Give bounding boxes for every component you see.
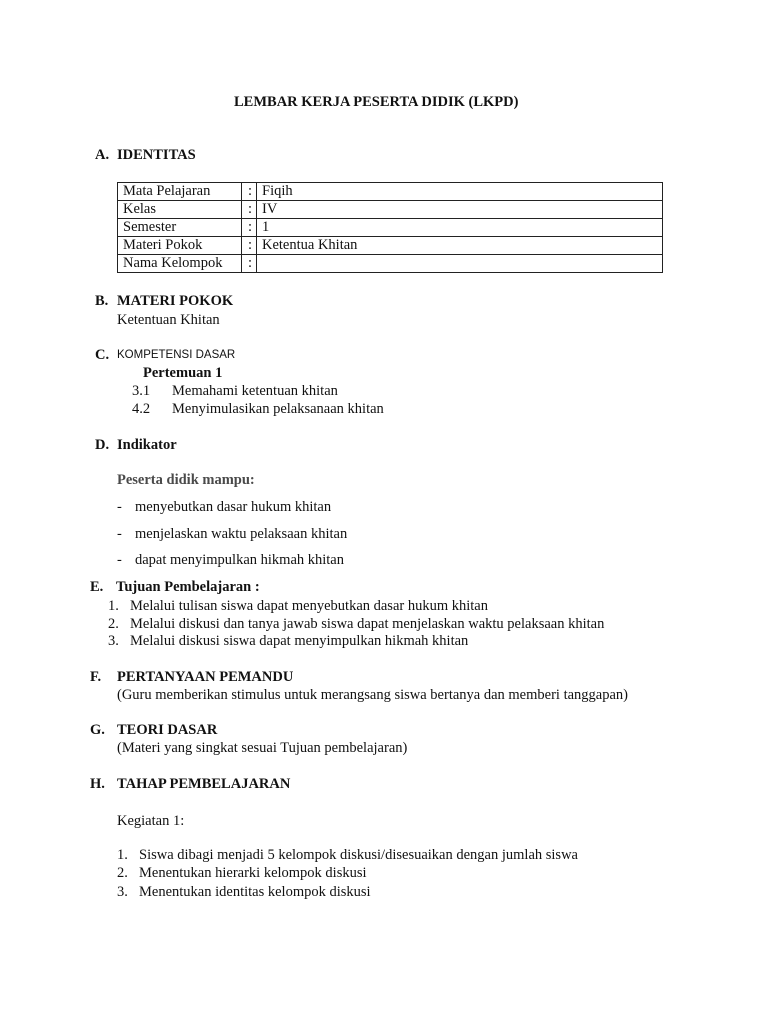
table-cell-separator: :: [242, 183, 257, 201]
table-row: [118, 237, 663, 255]
table-cell-value: Ketentua Khitan: [257, 237, 663, 255]
section-c-heading: KOMPETENSI DASAR: [117, 349, 236, 361]
identity-table: [117, 182, 663, 273]
section-h-heading: TAHAP PEMBELAJARAN: [117, 776, 291, 792]
objective-text: Melalui diskusi dan tanya jawab siswa dapat menjelaskan waktu pelaksaan khitan: [130, 616, 605, 632]
section-c-subheading: Pertemuan 1: [143, 365, 223, 381]
objective-text: Melalui tulisan siswa dapat menyebutkan dasar hukum khitan: [130, 598, 488, 614]
objective-number: 3.: [108, 633, 119, 649]
indicator-item: menyebutkan dasar hukum khitan: [135, 499, 332, 515]
section-f-heading: PERTANYAAN PEMANDU: [117, 669, 294, 685]
bullet-dash: -: [117, 526, 122, 542]
section-b-heading: MATERI POKOK: [117, 293, 234, 309]
indicator-item: menjelaskan waktu pelaksaan khitan: [135, 526, 348, 542]
section-d-letter: D.: [95, 437, 110, 453]
table-cell-value: IV: [257, 201, 663, 219]
competency-number: 4.2: [132, 401, 151, 417]
section-e-letter: E.: [90, 579, 104, 595]
table-row: [118, 219, 663, 237]
section-d-intro: Peserta didik mampu:: [117, 472, 255, 488]
competency-text: Menyimulasikan pelaksanaan khitan: [172, 401, 384, 417]
step-number: 3.: [117, 884, 128, 900]
section-a-heading: IDENTITAS: [117, 147, 196, 163]
section-b-text: Ketentuan Khitan: [117, 312, 220, 328]
indicator-item: dapat menyimpulkan hikmah khitan: [135, 552, 344, 568]
section-c-letter: C.: [95, 347, 110, 363]
section-f-letter: F.: [90, 669, 102, 685]
table-cell-label: Materi Pokok: [118, 237, 242, 255]
objective-number: 1.: [108, 598, 119, 614]
section-h-letter: H.: [90, 776, 105, 792]
competency-text: Memahami ketentuan khitan: [172, 383, 338, 399]
table-cell-separator: :: [242, 237, 257, 255]
step-text: Siswa dibagi menjadi 5 kelompok diskusi/disesuaikan dengan jumlah siswa: [139, 847, 578, 863]
step-text: Menentukan identitas kelompok diskusi: [139, 884, 371, 900]
step-number: 1.: [117, 847, 128, 863]
step-number: 2.: [117, 865, 128, 881]
section-d-heading: Indikator: [117, 437, 177, 453]
bullet-dash: -: [117, 499, 122, 515]
activity-label: Kegiatan 1:: [117, 813, 185, 829]
step-text: Menentukan hierarki kelompok diskusi: [139, 865, 367, 881]
table-cell-label: Mata Pelajaran: [118, 183, 242, 201]
table-cell-label: Kelas: [118, 201, 242, 219]
section-g-text: (Materi yang singkat sesuai Tujuan pembelajaran): [117, 740, 408, 756]
table-cell-value: 1: [257, 219, 663, 237]
table-cell-value: Fiqih: [257, 183, 663, 201]
section-a-letter: A.: [95, 147, 110, 163]
section-b-letter: B.: [95, 293, 109, 309]
table-cell-separator: :: [242, 219, 257, 237]
table-row: [118, 255, 663, 273]
document-title: LEMBAR KERJA PESERTA DIDIK (LKPD): [234, 94, 519, 110]
objective-text: Melalui diskusi siswa dapat menyimpulkan hikmah khitan: [130, 633, 469, 649]
table-row: [118, 201, 663, 219]
section-g-letter: G.: [90, 722, 105, 738]
table-cell-label: Nama Kelompok: [118, 255, 242, 273]
table-cell-value: [257, 255, 663, 273]
objective-number: 2.: [108, 616, 119, 632]
section-e-heading: Tujuan Pembelajaran :: [116, 579, 260, 595]
table-cell-separator: :: [242, 201, 257, 219]
table-cell-label: Semester: [118, 219, 242, 237]
table-cell-separator: :: [242, 255, 257, 273]
section-f-text: (Guru memberikan stimulus untuk merangsang siswa bertanya dan memberi tanggapan): [117, 687, 628, 703]
section-g-heading: TEORI DASAR: [117, 722, 218, 738]
bullet-dash: -: [117, 552, 122, 568]
table-row: [118, 183, 663, 201]
competency-number: 3.1: [132, 383, 151, 399]
